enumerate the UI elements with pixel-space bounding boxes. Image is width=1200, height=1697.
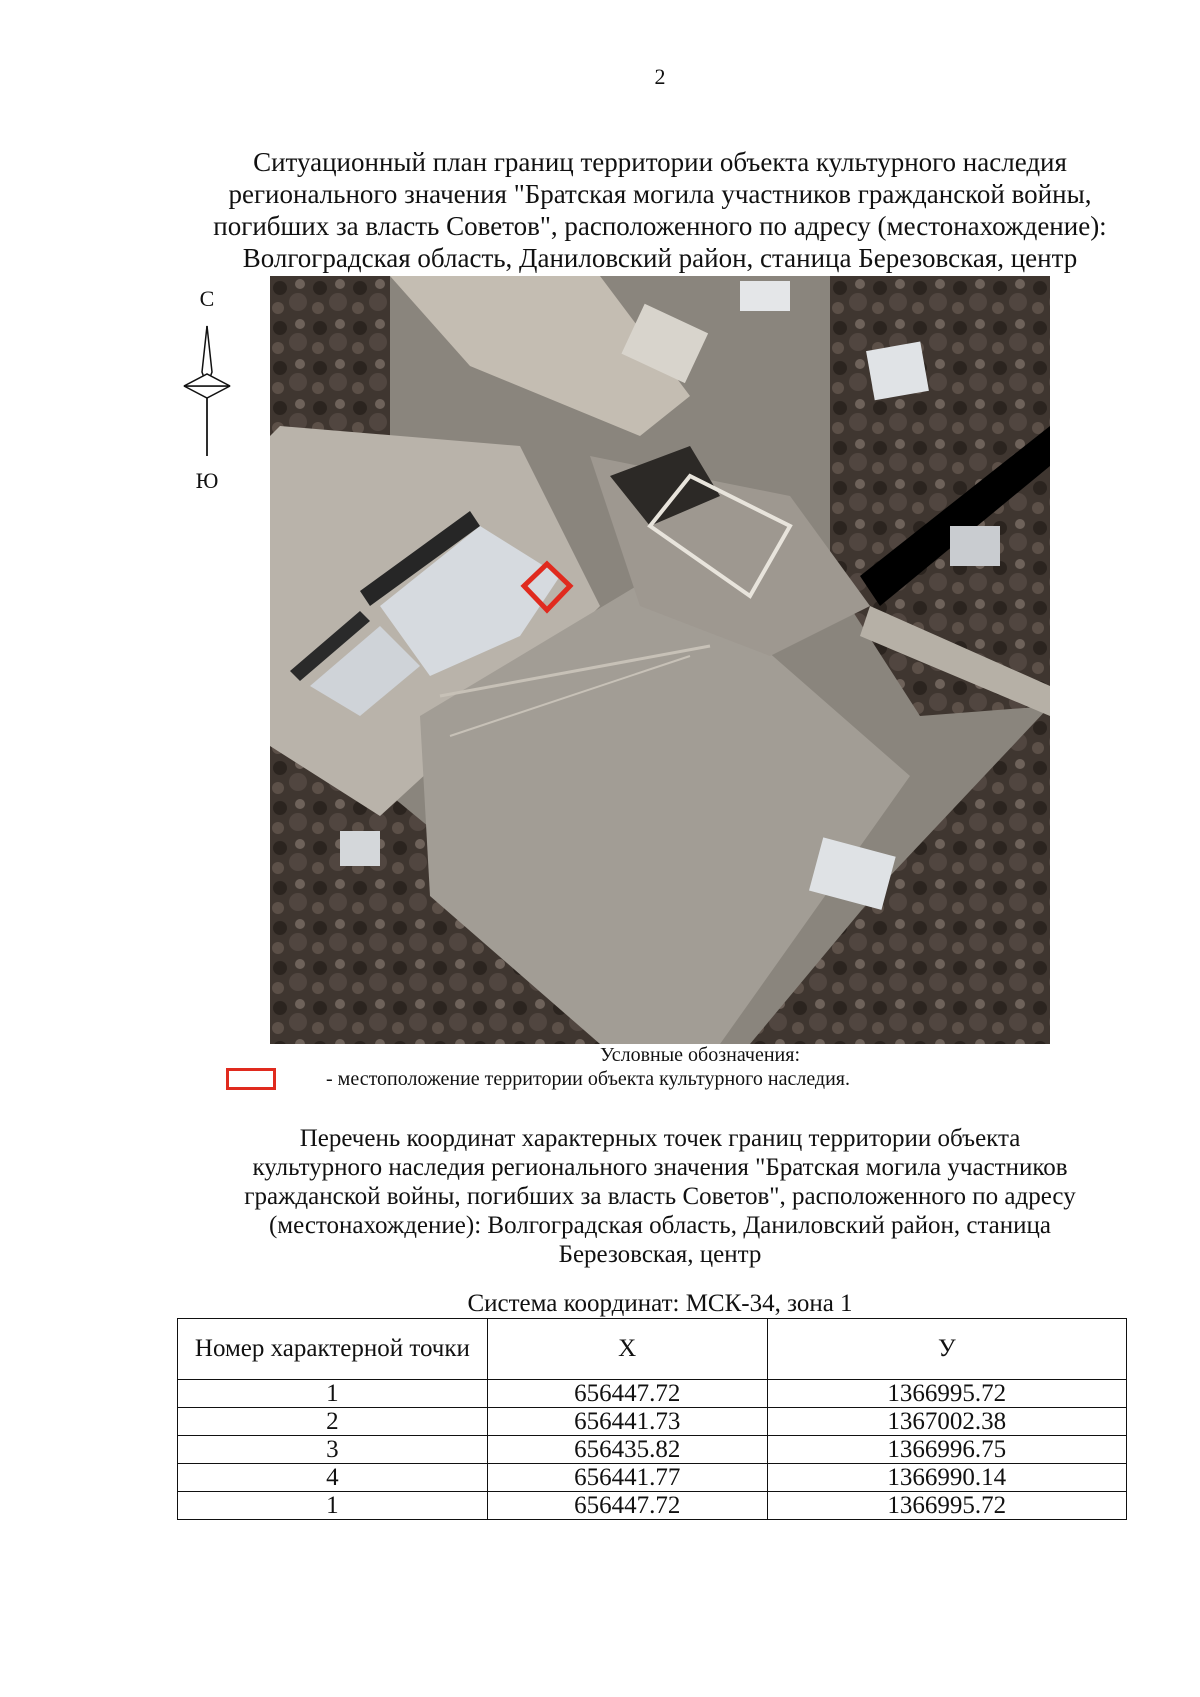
north-arrow [172, 286, 242, 496]
cell-y: 1366996.75 [767, 1436, 1126, 1464]
title-line: Волгоградская область, Даниловский район, станица Березовская, центр [242, 243, 1078, 273]
page-number: 2 [654, 64, 666, 89]
list-title-line: культурного наследия регионального значения "Братская могила участников [252, 1154, 1068, 1181]
cell-y: 1367002.38 [767, 1408, 1126, 1436]
title-line: регионального значения "Братская могила участников гражданской войны, [228, 179, 1092, 209]
cell-point: 3 [178, 1436, 488, 1464]
table-row [178, 1464, 1127, 1492]
title-line: Ситуационный план границ территории объекта культурного наследия [253, 147, 1067, 177]
list-title-line: (местонахождение): Волгоградская область, Даниловский район, станица [268, 1212, 1052, 1239]
table-row [178, 1380, 1127, 1408]
header-x: X [487, 1319, 767, 1380]
header-y: У [767, 1319, 1126, 1380]
cell-point: 2 [178, 1408, 488, 1436]
compass-arrow-icon [172, 286, 242, 496]
cell-point: 4 [178, 1464, 488, 1492]
legend-title: Условные обозначения: [599, 1044, 801, 1066]
coordinates-list-title [160, 1124, 1160, 1269]
table-row [178, 1492, 1127, 1520]
cell-y: 1366995.72 [767, 1492, 1126, 1520]
cell-x: 656447.72 [487, 1380, 767, 1408]
coordinate-system-label: Система координат: МСК-34, зона 1 [467, 1290, 853, 1317]
header-point-number: Номер характерной точки [178, 1319, 488, 1380]
satellite-image [270, 276, 1050, 1044]
legend-swatch-icon [226, 1068, 276, 1090]
cell-point: 1 [178, 1380, 488, 1408]
cell-y: 1366990.14 [767, 1464, 1126, 1492]
list-title-line: Перечень координат характерных точек границ территории объекта [299, 1125, 1021, 1152]
list-title-line: Березовская, центр [558, 1241, 762, 1268]
cell-x: 656435.82 [487, 1436, 767, 1464]
cell-x: 656441.77 [487, 1464, 767, 1492]
cell-x: 656441.73 [487, 1408, 767, 1436]
coordinates-table [177, 1318, 1127, 1520]
cell-y: 1366995.72 [767, 1380, 1126, 1408]
table-header-row [178, 1319, 1127, 1380]
title-line: погибших за власть Советов", расположенного по адресу (местонахождение): [213, 211, 1107, 241]
north-label: С [199, 286, 215, 311]
table-row [178, 1436, 1127, 1464]
legend-item-text: - местоположение территории объекта культурного наследия. [326, 1068, 851, 1090]
satellite-map [270, 276, 1050, 1044]
cell-x: 656447.72 [487, 1492, 767, 1520]
document-title [150, 146, 1170, 274]
table-row [178, 1408, 1127, 1436]
list-title-line: гражданской войны, погибших за власть Советов", расположенного по адресу [244, 1183, 1076, 1210]
south-label: Ю [195, 468, 219, 493]
cell-point: 1 [178, 1492, 488, 1520]
